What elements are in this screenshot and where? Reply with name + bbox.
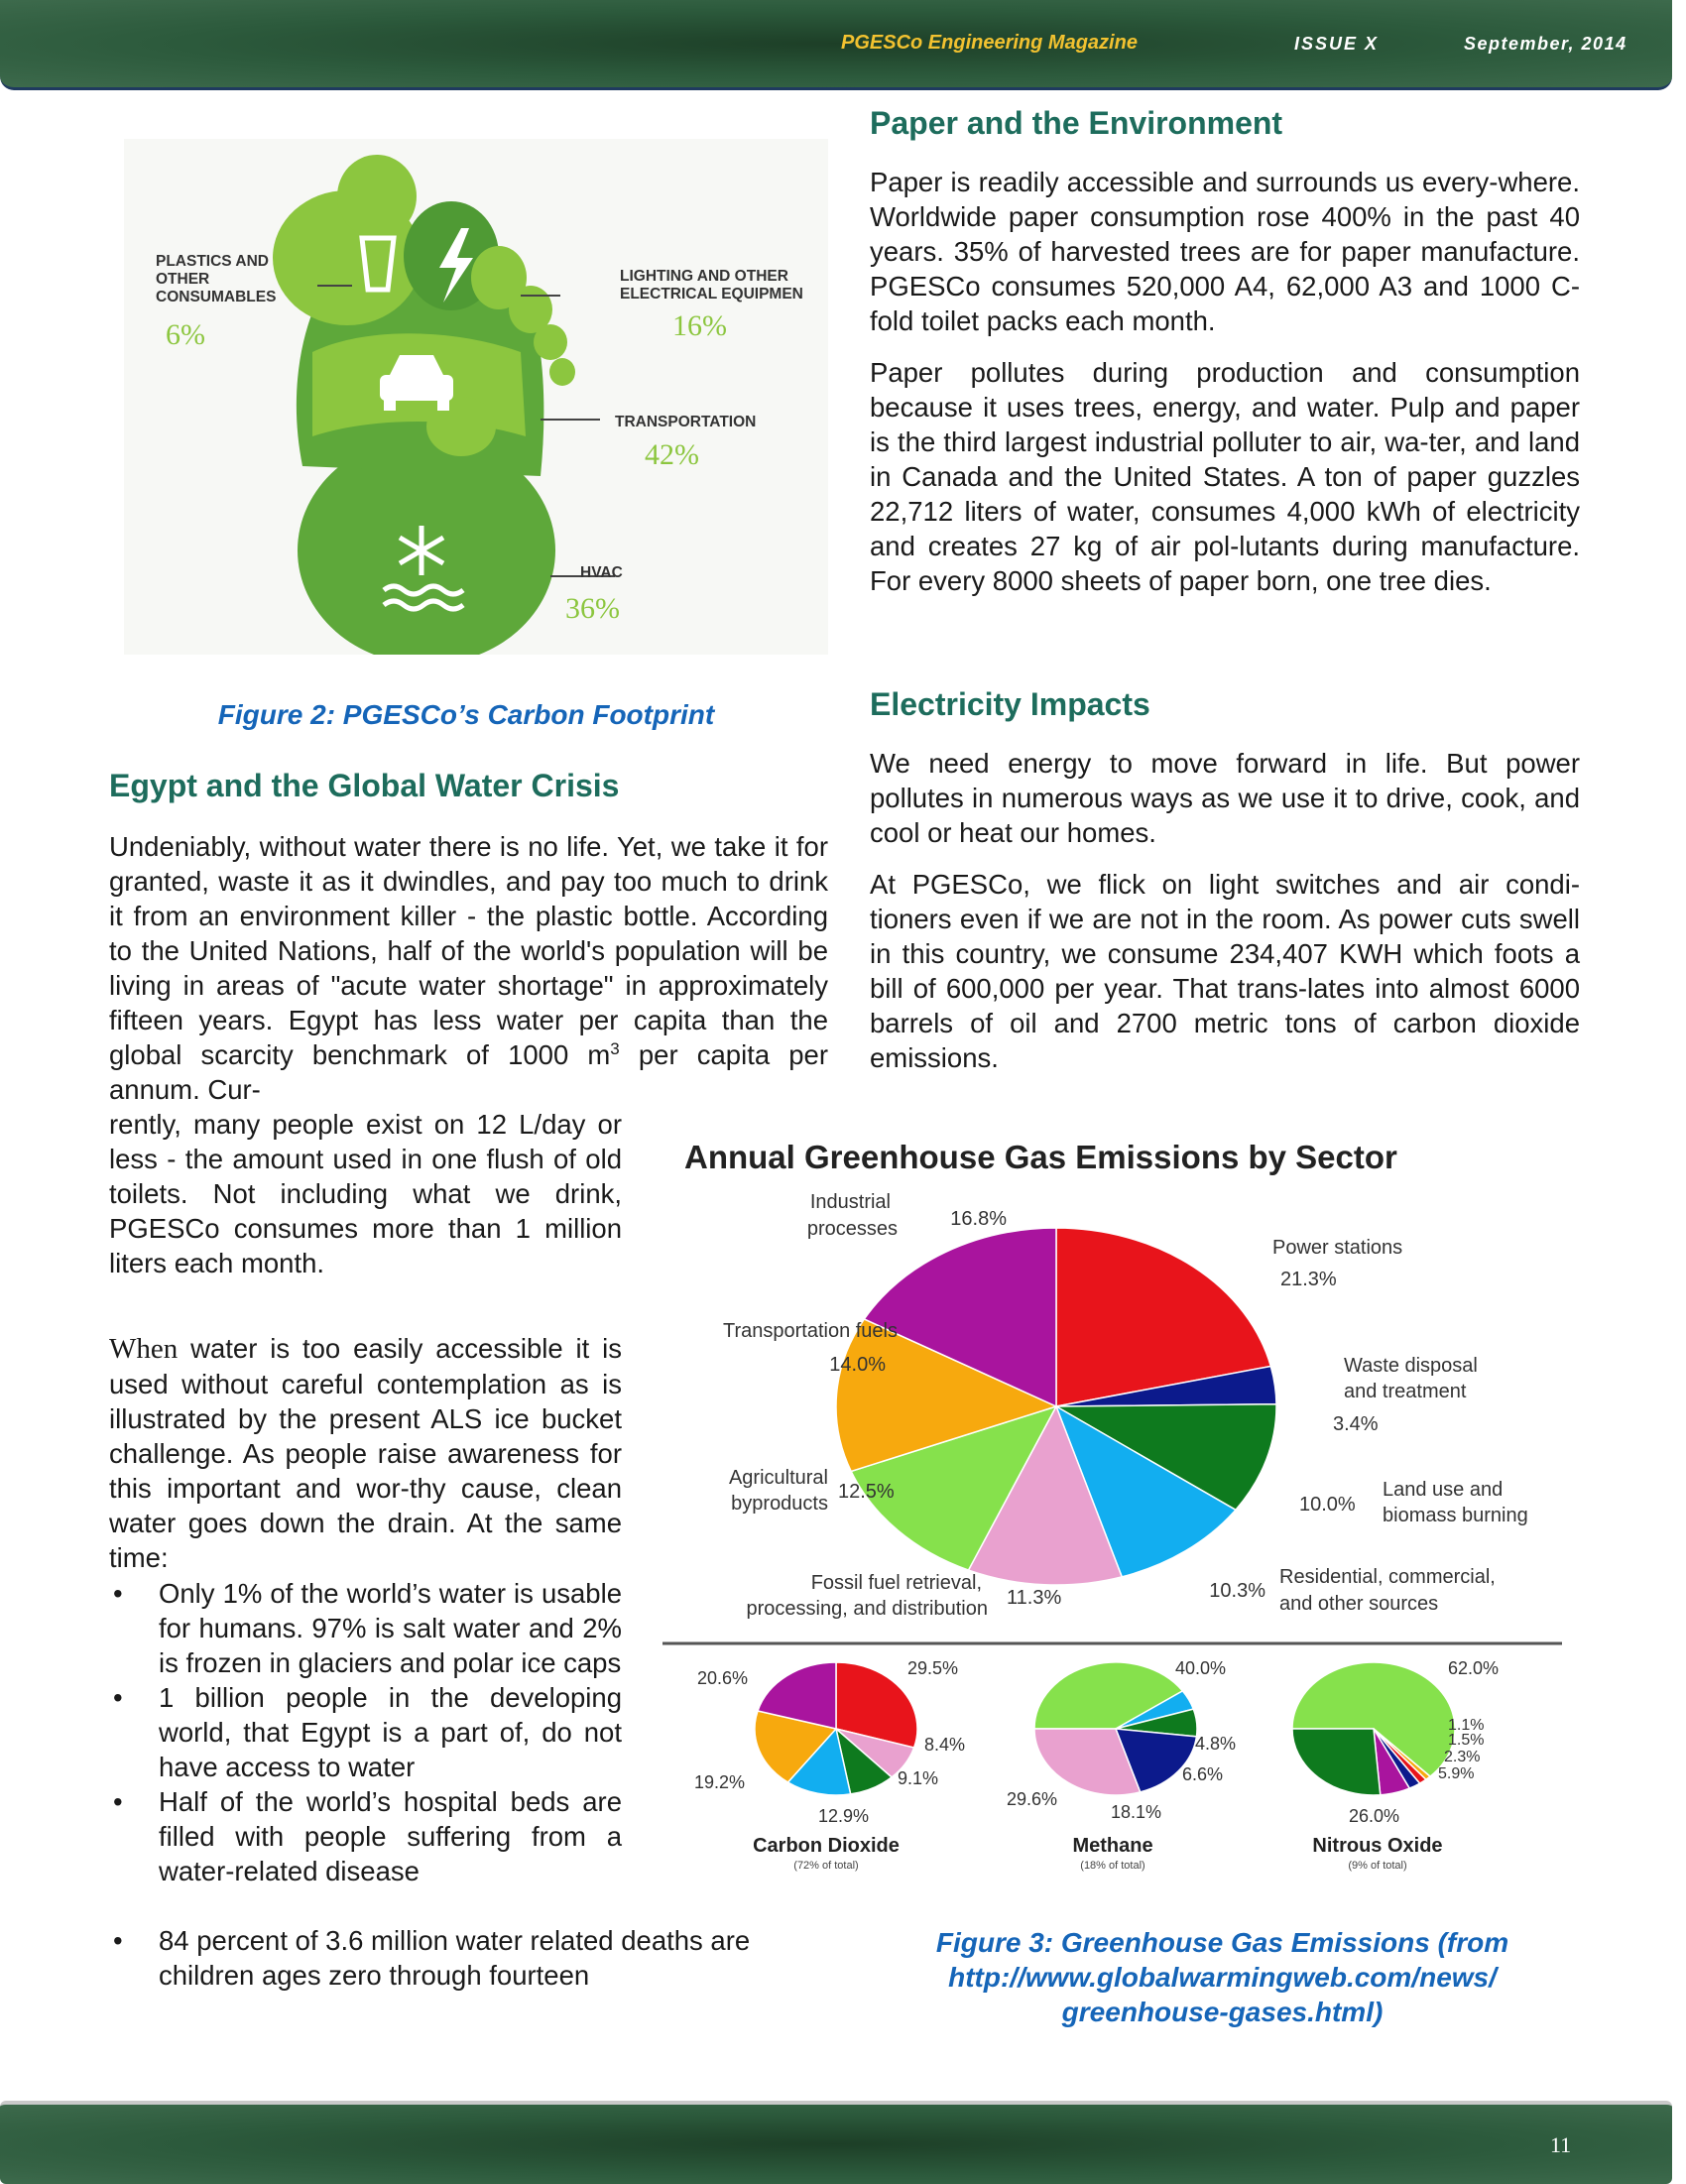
footprint-label-plastics-3: CONSUMABLES	[156, 289, 277, 305]
n2o-pie-slice-5	[1292, 1729, 1381, 1795]
paper-body	[870, 165, 1580, 615]
footprint-pct-plastics: 6%	[166, 318, 205, 351]
co2-pct-29-5: 29.5%	[907, 1658, 959, 1678]
list-item: • Only 1% of the world’s water is usable for humans. 97% is salt water and 2% is frozen in glaciers and polar ice caps	[113, 1578, 622, 1678]
figure-3-caption-line-3: greenhouse-gases.html)	[1061, 1997, 1384, 2027]
label-land-2: biomass burning	[1383, 1505, 1528, 1526]
label-industrial-2: processes	[806, 1218, 898, 1240]
ch4-subtitle: (18% of total)	[1080, 1860, 1145, 1872]
water-heading: Egypt and the Global Water Crisis	[109, 768, 620, 803]
co2-pct-19-2: 19.2%	[694, 1772, 746, 1792]
co2-pct-8-4: 8.4%	[924, 1735, 966, 1755]
n2o-title: Nitrous Oxide	[1312, 1835, 1443, 1857]
label-fossil-2: processing, and distribution	[746, 1598, 988, 1620]
water-para-1	[109, 829, 828, 1107]
chart-title: Annual Greenhouse Gas Emissions by Sector	[684, 1139, 1397, 1175]
label-waste-2: and treatment	[1344, 1381, 1467, 1402]
footprint-label-hvac: HVAC	[580, 564, 623, 581]
n2o-pct-26: 26.0%	[1349, 1806, 1400, 1826]
pct-agri: 12.5%	[838, 1481, 895, 1503]
figure-2-caption: Figure 2: PGESCo’s Carbon Footprint	[217, 699, 715, 730]
water-para-1-tail: per capita per annum. Cur-	[109, 1039, 828, 1105]
small-pies	[755, 1662, 1455, 1795]
footprint-pct-transport: 42%	[645, 438, 699, 471]
issue-label: ISSUE X	[1294, 34, 1380, 54]
ch4-pct-18-1: 18.1%	[1111, 1802, 1162, 1822]
figure-3-caption	[863, 1925, 1582, 2029]
co2-title: Carbon Dioxide	[753, 1835, 900, 1857]
water-para-1-text: Undeniably, without water there is no life. Yet, we take it for granted, waste it as it dwindles, and pay too much to drink it from an environment killer - the plastic bottle. According to the United Nations, half of the world's population will be living in areas of "acute water shortage" in approximately fifteen years. Egypt has less water per capita than the global scarcity benchmark of 1000 m	[109, 831, 828, 1070]
electricity-para-2: At PGESCo, we flick on light switches and air condi-tioners even if we are not in the room. As power cuts swell in this country, we consume 234,407 KWH which foots a bill of 600,000 per year. That trans-lates into almost 6000 barrels of oil and 2700 metric tons of carbon dioxide emissions.	[870, 869, 1580, 1073]
co2-subtitle: (72% of total)	[793, 1860, 859, 1872]
co2-pie	[755, 1662, 917, 1795]
label-waste-1: Waste disposal	[1344, 1355, 1478, 1377]
n2o-pct-5-9: 5.9%	[1438, 1765, 1475, 1782]
footprint-pct-hvac: 36%	[565, 592, 620, 625]
footprint-label-plastics: PLASTICS AND	[156, 253, 269, 270]
page-number: 11	[1550, 2132, 1572, 2157]
water-para-2	[109, 1331, 622, 1575]
main-pie	[836, 1228, 1276, 1585]
label-resid-2: and other sources	[1279, 1593, 1439, 1615]
label-resid-1: Residential, commercial,	[1279, 1566, 1496, 1588]
nitrous-oxide-pie	[1292, 1662, 1455, 1795]
pct-power: 21.3%	[1280, 1269, 1337, 1290]
electricity-heading: Electricity Impacts	[870, 686, 1150, 722]
n2o-pct-62: 62.0%	[1448, 1658, 1500, 1678]
pct-industrial: 16.8%	[950, 1208, 1007, 1230]
list-item: • Half of the world’s hospital beds are filled with people suffering from a water-related disease	[113, 1786, 622, 1886]
co2-pct-20-6: 20.6%	[697, 1668, 749, 1688]
paper-heading: Paper and the Environment	[870, 105, 1283, 141]
paper-para-2: Paper pollutes during production and consumption because it uses trees, energy, and water. Pulp and paper is the third largest industrial polluter to air, wa-ter, and land in Canada and the United States. A ton of paper guzzles 22,712 liters of water, consumes 4,000 kWh of electricity and creates 27 kg of air pol-lutants during manufacture. For every 8000 sheets of paper born, one tree dies.	[870, 357, 1580, 596]
pct-land: 10.0%	[1299, 1494, 1356, 1516]
header-bar	[0, 0, 1672, 90]
label-agri-2: byproducts	[731, 1493, 828, 1515]
pct-waste: 3.4%	[1333, 1413, 1379, 1435]
footprint-label-lighting-2: ELECTRICAL EQUIPMEN	[620, 286, 803, 303]
paper-para-1: Paper is readily accessible and surrounds us every-where. Worldwide paper consumption rose 400% in the past 40 years. 35% of harvested trees are for paper manufacture. PGESCo consumes 520,000 A4, 62,000 A3 and 1000 C-fold toilet packs each month.	[870, 167, 1580, 336]
label-industrial-1: Industrial	[809, 1191, 891, 1213]
n2o-subtitle: (9% of total)	[1348, 1860, 1407, 1872]
pct-transport: 14.0%	[829, 1354, 886, 1376]
n2o-pct-1-5: 1.5%	[1448, 1732, 1485, 1749]
ghg-emissions-chart	[655, 1131, 1587, 1884]
label-fossil-1: Fossil fuel retrieval,	[810, 1572, 982, 1594]
co2-pct-12-9: 12.9%	[818, 1806, 870, 1826]
water-para-1-cont: rently, many people exist on 12 L/day or less - the amount used in one flush of old toilets. Not including what we drink, PGESCo consumes more than 1 million liters each month.	[109, 1109, 622, 1278]
footprint-label-transport: TRANSPORTATION	[615, 414, 757, 430]
water-para-2-text: water is too easily accessible it is used without careful contemplation as is illustrated by the present ALS ice bucket challenge. As people raise awareness for this important and wor-thy cause, clean water goes down the drain. At the same time:	[109, 1333, 622, 1573]
label-land-1: Land use and	[1383, 1479, 1504, 1501]
list-item: • 1 billion people in the developing world, that Egypt is a part of, do not have access to water	[113, 1682, 622, 1782]
footprint-label-plastics-2: OTHER	[156, 271, 210, 288]
ch4-pct-4-8: 4.8%	[1195, 1734, 1237, 1754]
water-bullet-list	[109, 1576, 622, 1888]
label-agri-1: Agricultural	[728, 1467, 828, 1489]
n2o-pct-1-1: 1.1%	[1448, 1717, 1485, 1734]
pct-resid: 10.3%	[1209, 1580, 1265, 1602]
figure-3-caption-line-2: http://www.globalwarmingweb.com/news/	[948, 1962, 1497, 1993]
magazine-title: PGESCo Engineering Magazine	[841, 32, 1138, 54]
ch4-title: Methane	[1072, 1835, 1153, 1857]
water-bullet-list-cont	[109, 1923, 833, 1993]
issue-date: September, 2014	[1464, 34, 1627, 54]
footer-bar	[0, 2101, 1672, 2184]
ch4-pct-40: 40.0%	[1175, 1658, 1227, 1678]
carbon-footprint-graphic	[124, 139, 828, 655]
electricity-para-1: We need energy to move forward in life. But power pollutes in numerous ways as we use it to drive, cook, and cool or heat our homes.	[870, 748, 1580, 848]
water-para-1-sup: 3	[610, 1038, 620, 1058]
electricity-body	[870, 746, 1580, 1092]
figure-3-caption-line-1: Figure 3: Greenhouse Gas Emissions (from	[935, 1927, 1509, 1958]
footprint-label-lighting: LIGHTING AND OTHER	[620, 268, 788, 285]
water-para-2-lead: When	[109, 1333, 179, 1365]
ch4-pct-6-6: 6.6%	[1182, 1764, 1224, 1784]
ch4-pct-29-6: 29.6%	[1007, 1789, 1058, 1809]
footprint-pct-lighting: 16%	[672, 309, 727, 342]
list-item: • 84 percent of 3.6 million water related deaths are children ages zero through fourteen	[113, 1925, 751, 1991]
methane-pie	[1034, 1662, 1197, 1795]
pct-fossil: 11.3%	[1007, 1587, 1062, 1609]
label-transport-1: Transportation fuels	[722, 1320, 898, 1342]
n2o-pct-2-3: 2.3%	[1444, 1749, 1481, 1765]
co2-pct-9-1: 9.1%	[898, 1768, 939, 1788]
label-power-1: Power stations	[1272, 1237, 1403, 1259]
